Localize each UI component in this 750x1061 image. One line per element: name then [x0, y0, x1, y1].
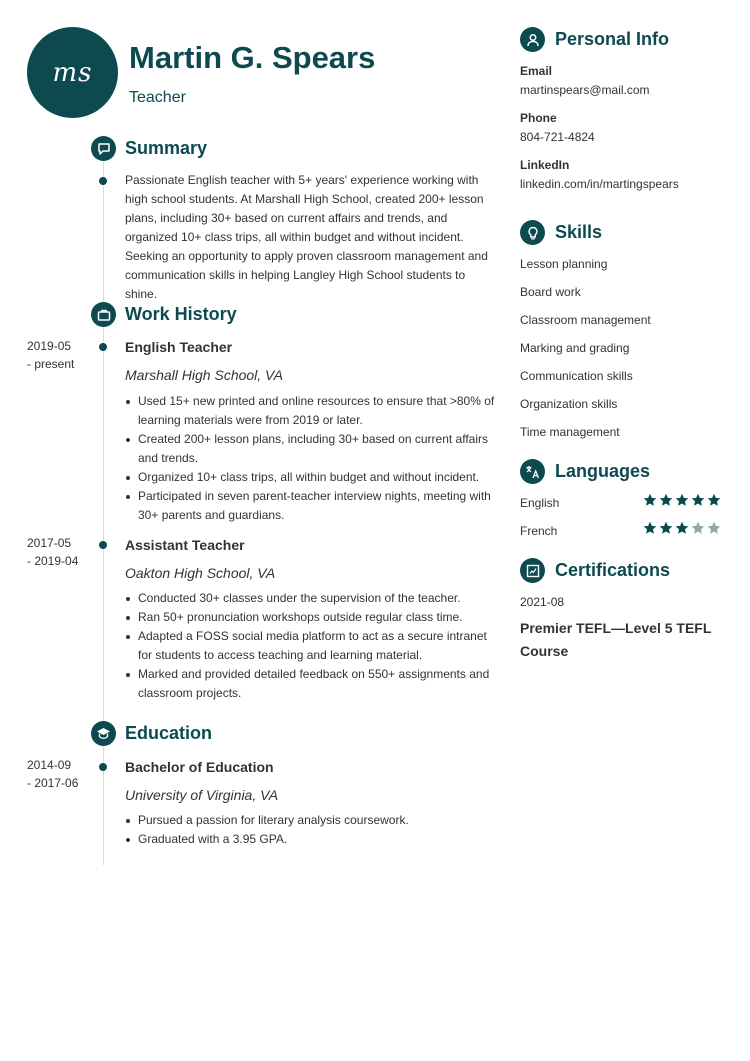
- list-item: Organized 10+ class trips, all within budget and without incident.: [138, 468, 497, 487]
- candidate-name: Martin G. Spears: [129, 40, 376, 75]
- linkedin-label: LinkedIn: [520, 158, 570, 172]
- speech-bubble-icon: [91, 136, 116, 161]
- skills-heading: Skills: [555, 222, 603, 242]
- avatar-monogram: [27, 27, 118, 118]
- date-end: - 2019-04: [27, 554, 79, 568]
- lightbulb-icon: [520, 220, 545, 245]
- list-item: Ran 50+ pronunciation workshops outside regular class time.: [138, 608, 497, 627]
- monogram-text: ms: [52, 57, 93, 88]
- languages-heading: Languages: [555, 461, 651, 481]
- school-name: University of Virginia, VA: [125, 787, 279, 803]
- summary-heading: Summary: [125, 138, 208, 158]
- timeline-line: [103, 162, 104, 865]
- skill-item: Time management: [520, 425, 620, 439]
- education-heading: Education: [125, 723, 213, 743]
- list-item: Pursued a passion for literary analysis coursework.: [138, 811, 497, 830]
- list-item: Used 15+ new printed and online resources to ensure that >80% of learning materials were from 2019 or later.: [138, 392, 497, 430]
- timeline-dot: [99, 763, 107, 771]
- translate-icon: [520, 459, 545, 484]
- personal-info-heading: Personal Info: [555, 29, 670, 49]
- date-start: 2014-09: [27, 758, 72, 772]
- list-item: Created 200+ lesson plans, including 30+ based on current affairs and trends.: [138, 430, 497, 468]
- star-filled-icon: [675, 493, 689, 507]
- job-date: [27, 337, 97, 373]
- summary-text: Passionate English teacher with 5+ years' experience working with high school students. At Marshall High School, created 200+ lesson plans, including 30+ based on current affairs and trends, and organized 10+ class trips, all within budget and without incident. Seeking an opportunity to apply proven classroom management and communication skills in helping Langley High School students to shine.: [125, 173, 488, 301]
- phone-value: 804-721-4824: [520, 130, 595, 144]
- employer: Marshall High School, VA: [125, 367, 283, 383]
- star-empty-icon: [691, 521, 705, 535]
- language-name: French: [520, 524, 558, 538]
- list-item: Marked and provided detailed feedback on 550+ assignments and classroom projects.: [138, 665, 497, 703]
- timeline-dot: [99, 177, 107, 185]
- skill-item: Organization skills: [520, 397, 618, 411]
- star-empty-icon: [707, 521, 721, 535]
- list-item: Graduated with a 3.95 GPA.: [138, 830, 497, 849]
- star-filled-icon: [707, 493, 721, 507]
- employer: Oakton High School, VA: [125, 565, 276, 581]
- list-item: Participated in seven parent-teacher interview nights, meeting with 30+ parents and guardians.: [138, 487, 497, 525]
- job-bullets: [125, 589, 497, 703]
- certificate-icon: [520, 558, 545, 583]
- email-label: Email: [520, 64, 553, 78]
- language-rating: [643, 493, 721, 507]
- timeline-dot: [99, 343, 107, 351]
- language-name: English: [520, 496, 560, 510]
- star-filled-icon: [659, 521, 673, 535]
- linkedin-value[interactable]: linkedin.com/in/martingspears: [520, 177, 679, 191]
- list-item: Conducted 30+ classes under the supervision of the teacher.: [138, 589, 497, 608]
- user-icon: [520, 27, 545, 52]
- skill-item: Marking and grading: [520, 341, 630, 355]
- job-bullets: [125, 392, 497, 525]
- skill-item: Communication skills: [520, 369, 633, 383]
- cert-date: 2021-08: [520, 595, 565, 609]
- skill-item: Board work: [520, 285, 581, 299]
- edu-date: [27, 756, 97, 792]
- star-filled-icon: [659, 493, 673, 507]
- date-start: 2017-05: [27, 536, 72, 550]
- certifications-heading: Certifications: [555, 560, 671, 580]
- briefcase-icon: [91, 302, 116, 327]
- star-filled-icon: [643, 493, 657, 507]
- skill-item: Classroom management: [520, 313, 651, 327]
- work-history-heading: Work History: [125, 304, 237, 324]
- email-value[interactable]: martinspears@mail.com: [520, 83, 650, 97]
- date-start: 2019-05: [27, 339, 72, 353]
- edu-bullets: [125, 811, 497, 849]
- language-rating: [643, 521, 721, 535]
- timeline-dot: [99, 541, 107, 549]
- degree-title: Bachelor of Education: [125, 759, 274, 775]
- job-date: [27, 534, 97, 570]
- job-title: English Teacher: [125, 339, 233, 355]
- graduation-cap-icon: [91, 721, 116, 746]
- skill-item: Lesson planning: [520, 257, 608, 271]
- candidate-role: Teacher: [129, 89, 186, 106]
- job-title: Assistant Teacher: [125, 537, 245, 553]
- star-filled-icon: [675, 521, 689, 535]
- date-end: - 2017-06: [27, 776, 79, 790]
- list-item: Adapted a FOSS social media platform to act as a secure intranet for students to access teaching and learning material.: [138, 627, 497, 665]
- cert-name: Premier TEFL—Level 5 TEFL Course: [520, 620, 712, 659]
- date-end: - present: [27, 357, 75, 371]
- star-filled-icon: [691, 493, 705, 507]
- phone-label: Phone: [520, 111, 557, 125]
- star-filled-icon: [643, 521, 657, 535]
